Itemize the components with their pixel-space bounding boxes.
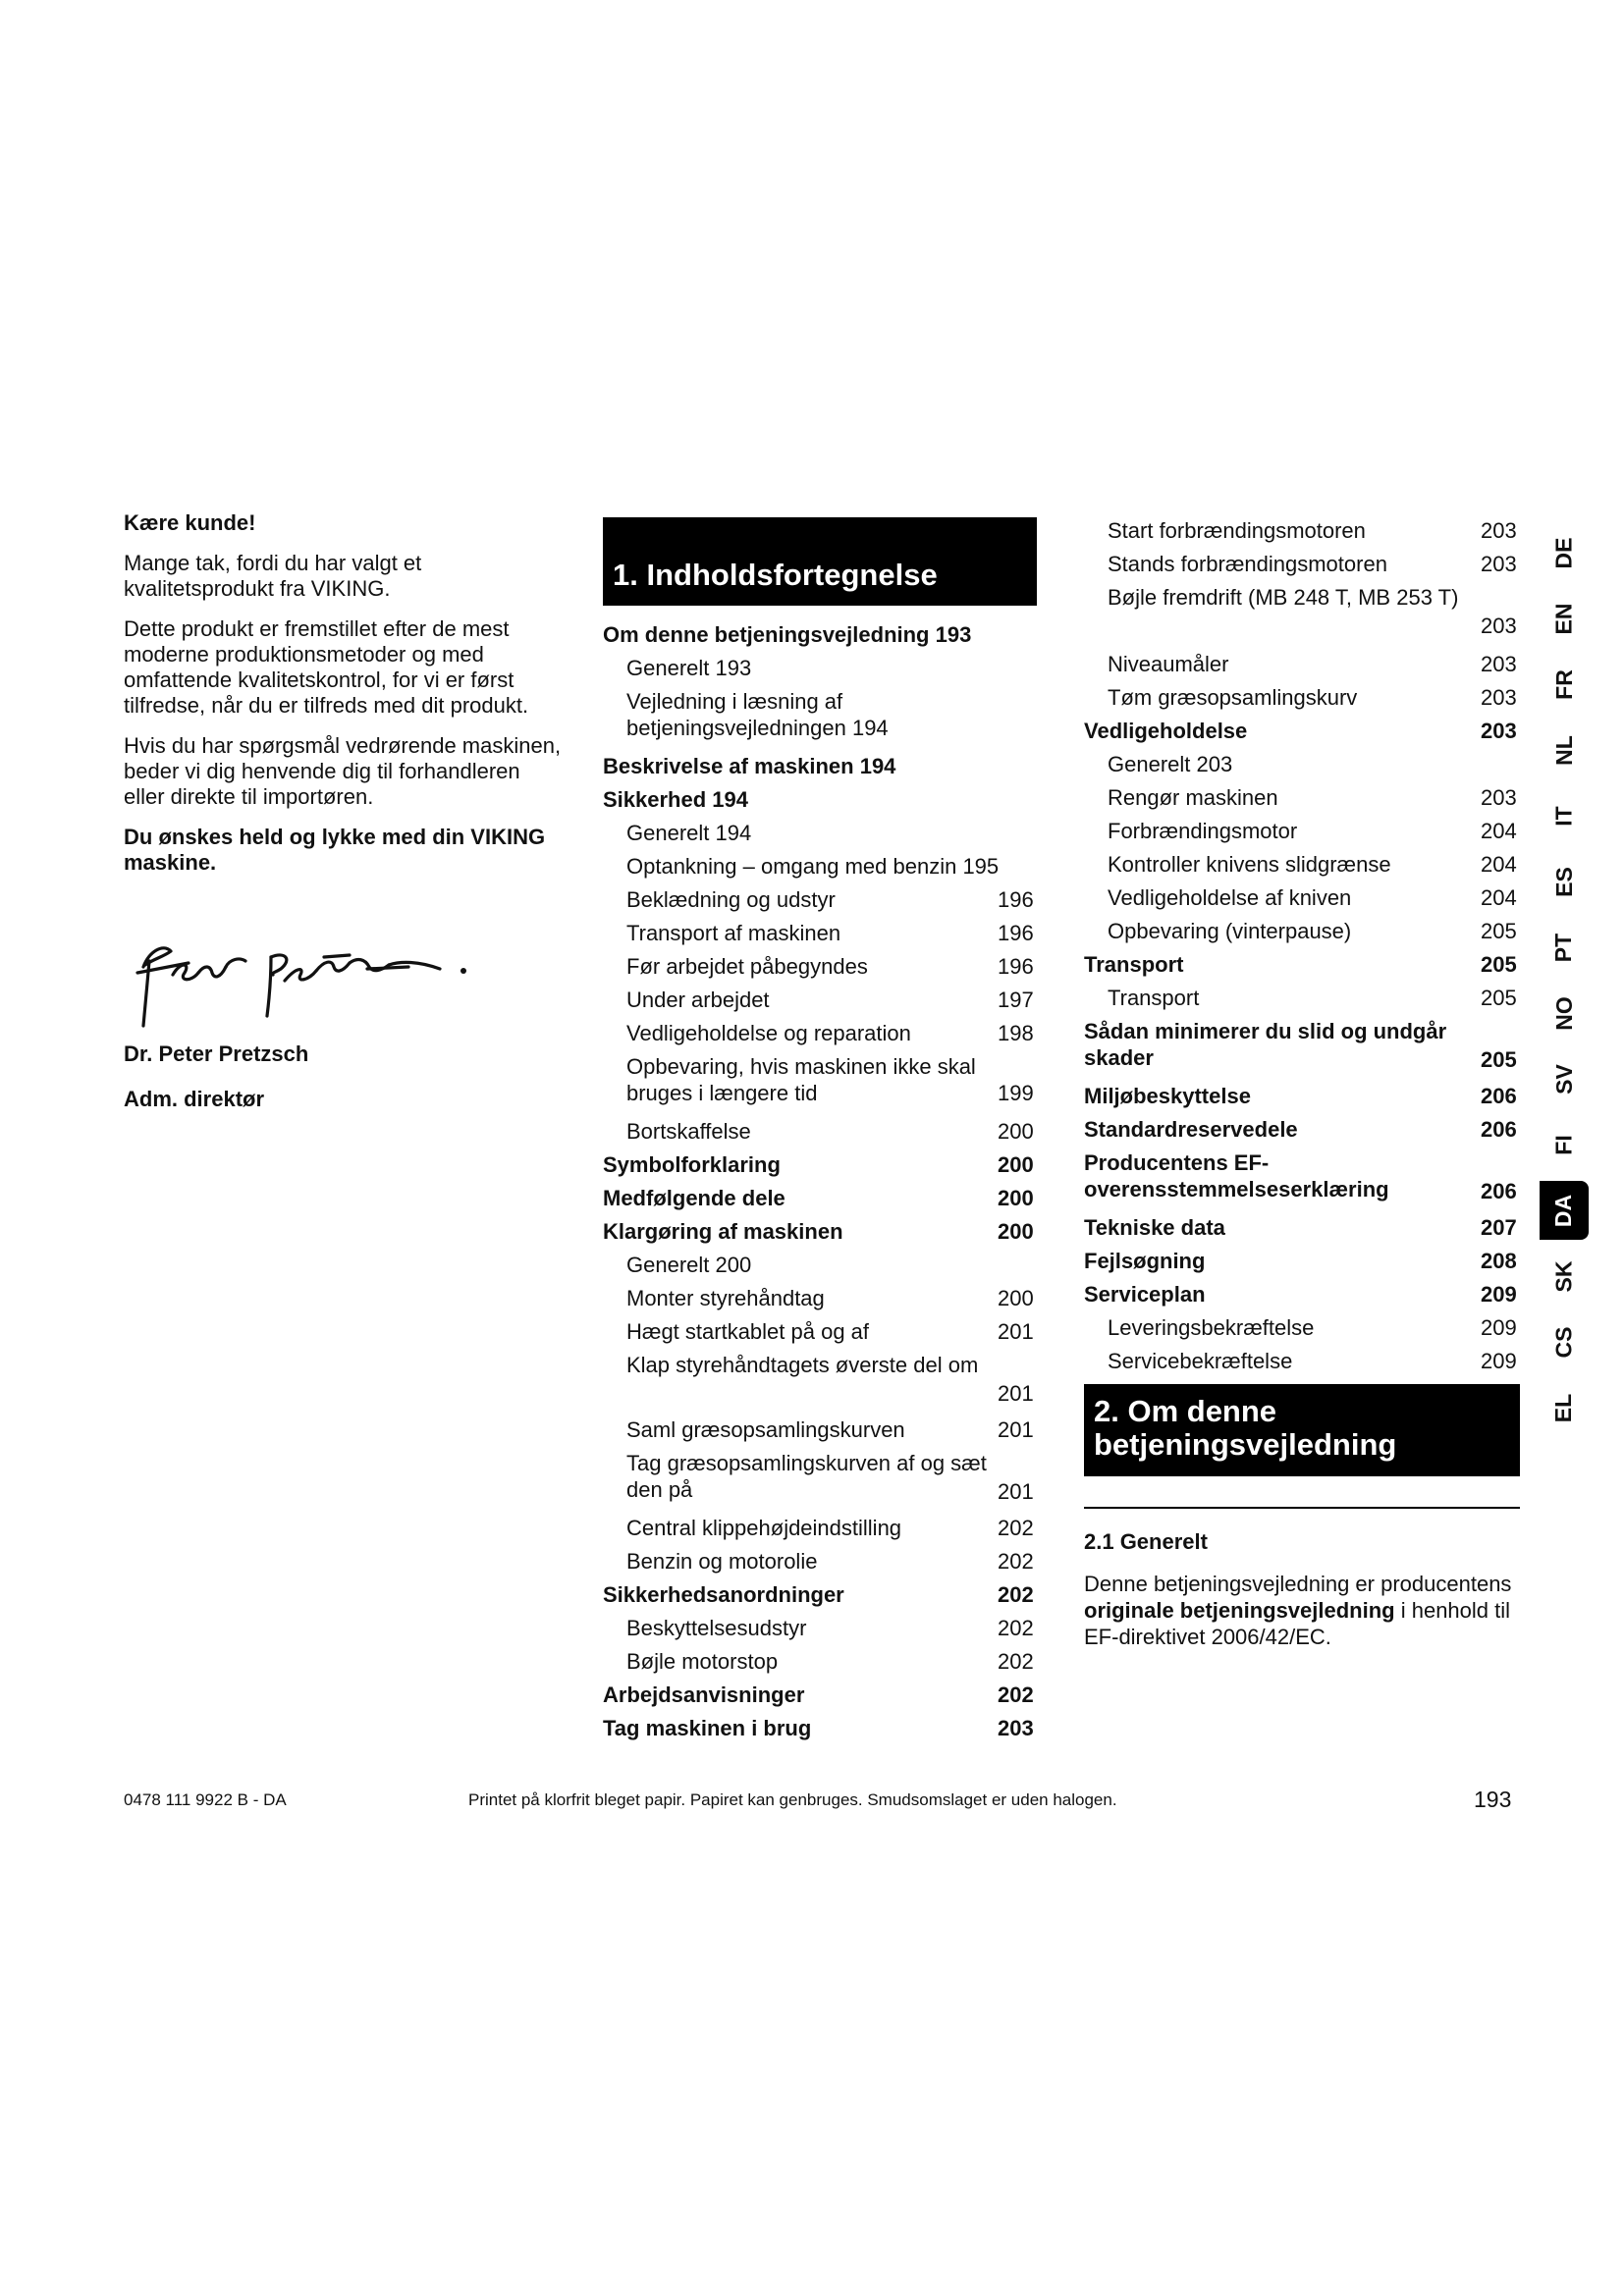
signature-image <box>124 918 566 1036</box>
toc-entry: Arbejdsanvisninger <box>603 1682 805 1707</box>
toc-entry: Optankning – omgang med benzin 195 <box>626 854 1000 879</box>
toc-page-number: 205 <box>1481 952 1517 977</box>
toc-entry: Generelt 194 <box>626 821 752 845</box>
footer-page-number: 193 <box>1474 1787 1512 1812</box>
toc-page-number: 203 <box>1481 719 1517 743</box>
toc-page-number: 209 <box>1481 1349 1517 1373</box>
toc-page-number: 197 <box>998 988 1034 1012</box>
toc-entry: Servicebekræftelse <box>1108 1349 1293 1373</box>
toc-entry: Saml græsopsamlingskurven <box>626 1417 905 1442</box>
toc-page-number: 204 <box>1481 885 1517 910</box>
language-tab-el[interactable] <box>1540 1378 1589 1437</box>
toc-page-number: 202 <box>998 1582 1034 1607</box>
toc-entry: Vedligeholdelse af kniven <box>1108 885 1352 910</box>
language-tab-label: DE <box>1550 537 1577 568</box>
toc-entry: Vedligeholdelse og reparation <box>626 1021 911 1045</box>
toc-page-number: 201 <box>998 1417 1034 1442</box>
toc-page-number: 199 <box>998 1081 1034 1105</box>
toc-page-number: 206 <box>1481 1179 1517 1203</box>
toc-entry: Klap styrehåndtagets øverste del om <box>626 1353 979 1377</box>
toc-page-number: 196 <box>998 954 1034 979</box>
toc-entry: Sådan minimerer du slid og undgår skader <box>1084 1019 1447 1070</box>
toc-entry: Tag maskinen i brug <box>603 1716 812 1740</box>
toc-entry: Generelt 200 <box>626 1253 752 1277</box>
toc-page-number: 205 <box>1481 986 1517 1010</box>
language-tab-en[interactable] <box>1540 589 1589 648</box>
footer-print-note: Printet på klorfrit bleget papir. Papiret kan genbruges. Smudsomslaget er uden halogen. <box>468 1790 1117 1809</box>
toc-entry: Sikkerhed 194 <box>603 787 748 812</box>
toc-entry: Sikkerhedsanordninger <box>603 1582 844 1607</box>
toc-entry: Symbolforklaring <box>603 1152 781 1177</box>
toc-entry: Standardreservedele <box>1084 1117 1298 1142</box>
toc-entry: Vedligeholdelse <box>1084 719 1248 743</box>
language-tab-fi[interactable] <box>1540 1115 1589 1174</box>
toc-entry: Bortskaffelse <box>626 1119 751 1144</box>
toc-entry: Hægt startkablet på og af <box>626 1319 870 1344</box>
toc-entry: Bøjle motorstop <box>626 1649 779 1674</box>
toc-entry: Central klippehøjdeindstilling <box>626 1516 902 1540</box>
toc-page-number: 203 <box>1481 785 1517 810</box>
section2-subheading: 2.1 Generelt <box>1084 1529 1208 1554</box>
section2-heading: 2. Om denne betjeningsvejledning <box>1084 1384 1520 1476</box>
toc-entry: Niveaumåler <box>1108 652 1229 676</box>
toc-page-number: 207 <box>1481 1215 1517 1240</box>
language-tab-label: FI <box>1550 1134 1577 1155</box>
toc-page-number: 202 <box>998 1516 1034 1540</box>
toc-page-number: 202 <box>998 1682 1034 1707</box>
toc-entry: Transport <box>1108 986 1200 1010</box>
toc-entry: Beskrivelse af maskinen 194 <box>603 754 896 778</box>
section2-body-a: Denne betjeningsvejledning er producentens <box>1084 1572 1512 1596</box>
toc-entry: Benzin og motorolie <box>626 1549 818 1574</box>
toc-page-number: 196 <box>998 887 1034 912</box>
intro-paragraph-1: Mange tak, fordi du har valgt et kvalitetsprodukt fra VIKING. <box>124 551 422 601</box>
toc-entry: Om denne betjeningsvejledning 193 <box>603 622 972 647</box>
toc-page-number: 204 <box>1481 852 1517 877</box>
toc-page-number: 200 <box>998 1219 1034 1244</box>
toc-entry: Bøjle fremdrift (MB 248 T, MB 253 T) <box>1108 585 1459 610</box>
language-tab-label: PT <box>1550 933 1577 962</box>
toc-page-number: 198 <box>998 1021 1034 1045</box>
toc-page-number: 203 <box>998 1716 1034 1740</box>
toc-page-number: 209 <box>1481 1315 1517 1340</box>
toc-entry: Stands forbrændingsmotoren <box>1108 552 1387 576</box>
toc-entry: Tekniske data <box>1084 1215 1225 1240</box>
section2-body-c: i henhold til EF-direktivet 2006/42/EC. <box>1084 1598 1511 1649</box>
toc-entry: Vejledning i læsning af betjeningsvejledningen 194 <box>626 689 889 740</box>
language-tab-es[interactable] <box>1540 852 1589 911</box>
toc-entry: Transport af maskinen <box>626 921 841 945</box>
toc-page-number: 200 <box>998 1152 1034 1177</box>
toc-entry: Generelt 193 <box>626 656 752 680</box>
toc-entry: Tøm græsopsamlingskurv <box>1108 685 1358 710</box>
toc-entry: Medfølgende dele <box>603 1186 785 1210</box>
toc-entry: Miljøbeskyttelse <box>1084 1084 1251 1108</box>
language-tab-nl[interactable] <box>1540 721 1589 779</box>
language-tab-sv[interactable] <box>1540 1049 1589 1108</box>
toc-page-number: 203 <box>1481 685 1517 710</box>
toc-entry: Forbrændingsmotor <box>1108 819 1298 843</box>
footer-document-code: 0478 111 9922 B - DA <box>124 1790 287 1809</box>
toc-entry: Transport <box>1084 952 1184 977</box>
language-tab-label: DA <box>1550 1194 1577 1227</box>
toc-page-number: 206 <box>1481 1117 1517 1142</box>
toc-page-number: 202 <box>998 1549 1034 1574</box>
language-tab-fr[interactable] <box>1540 655 1589 714</box>
toc-entry: Beklædning og udstyr <box>626 887 836 912</box>
intro-paragraph-4: Du ønskes held og lykke med din VIKING maskine. <box>124 825 546 875</box>
toc-page-number: 202 <box>998 1649 1034 1674</box>
toc-entry: Start forbrændingsmotoren <box>1108 518 1366 543</box>
toc-entry: Opbevaring, hvis maskinen ikke skal bruges i længere tid <box>626 1054 976 1105</box>
toc-entry: Leveringsbekræftelse <box>1108 1315 1315 1340</box>
intro-letter <box>124 510 566 890</box>
language-tab-label: SK <box>1550 1260 1577 1292</box>
section2-body <box>1084 1571 1520 1650</box>
toc-page-number: 200 <box>998 1286 1034 1310</box>
toc-page-number: 208 <box>1481 1249 1517 1273</box>
toc-entry: Serviceplan <box>1084 1282 1206 1307</box>
language-tab-label: ES <box>1550 866 1577 897</box>
language-tab-label: IT <box>1550 805 1577 827</box>
section-divider <box>1084 1507 1520 1509</box>
toc-page-number: 206 <box>1481 1084 1517 1108</box>
toc-page-number: 201 <box>998 1319 1034 1344</box>
toc-entry: Fejlsøgning <box>1084 1249 1206 1273</box>
greeting: Kære kunde! <box>124 510 256 535</box>
toc-page-number: 203 <box>1481 652 1517 676</box>
language-tab-label: NO <box>1550 995 1577 1031</box>
intro-paragraph-2: Dette produkt er fremstillet efter de mest moderne produktionsmetoder og med omfattende kvalitetskontrol, for vi er først tilfredse, når du er tilfreds med dit produkt. <box>124 616 529 718</box>
signer-name: Dr. Peter Pretzsch <box>124 1041 309 1066</box>
toc-page-number: 205 <box>1481 1047 1517 1072</box>
toc-entry: Kontroller knivens slidgrænse <box>1108 852 1391 877</box>
signer-title: Adm. direktør <box>124 1087 265 1111</box>
section2-body-b: originale betjeningsvejledning <box>1084 1598 1395 1623</box>
toc-entry: Klargøring af maskinen <box>603 1219 843 1244</box>
toc-page-number: 205 <box>1481 919 1517 943</box>
toc-entry: Opbevaring (vinterpause) <box>1108 919 1352 943</box>
toc-page-number: 200 <box>998 1119 1034 1144</box>
toc-entry: Producentens EF-overensstemmelseserklæring <box>1084 1150 1389 1201</box>
toc-entry: Tag græsopsamlingskurven af og sæt den på <box>626 1451 987 1502</box>
toc-page-number: 203 <box>1481 614 1517 638</box>
toc-entry: Beskyttelsesudstyr <box>626 1616 807 1640</box>
toc-heading: 1. Indholdsfortegnelse <box>603 517 1037 606</box>
toc-page-number: 204 <box>1481 819 1517 843</box>
language-tab-it[interactable] <box>1540 786 1589 845</box>
language-tab-de[interactable] <box>1540 523 1589 582</box>
toc-entry: Under arbejdet <box>626 988 770 1012</box>
language-tab-label: EL <box>1550 1393 1577 1422</box>
toc-entry: Monter styrehåndtag <box>626 1286 825 1310</box>
language-tab-label: NL <box>1550 734 1577 766</box>
language-tab-label: CS <box>1550 1326 1577 1358</box>
intro-paragraph-3: Hvis du har spørgsmål vedrørende maskinen, beder vi dig henvende dig til forhandleren eller direkte til importøren. <box>124 733 562 809</box>
toc-page-number: 201 <box>998 1479 1034 1504</box>
toc-page-number: 200 <box>998 1186 1034 1210</box>
toc-entry: Før arbejdet påbegyndes <box>626 954 868 979</box>
toc-page-number: 203 <box>1481 518 1517 543</box>
toc-page-number: 196 <box>998 921 1034 945</box>
language-tab-da[interactable] <box>1540 1181 1589 1240</box>
toc-page-number: 202 <box>998 1616 1034 1640</box>
toc-page-number: 201 <box>998 1381 1034 1406</box>
language-tab-no[interactable] <box>1540 984 1589 1042</box>
toc-entry: Rengør maskinen <box>1108 785 1278 810</box>
language-tab-label: SV <box>1550 1063 1577 1095</box>
language-tab-label: FR <box>1550 668 1577 700</box>
language-tab-cs[interactable] <box>1540 1312 1589 1371</box>
toc-entry: Generelt 203 <box>1108 752 1233 776</box>
toc-page-number: 203 <box>1481 552 1517 576</box>
language-tab-label: EN <box>1550 603 1577 634</box>
language-tab-pt[interactable] <box>1540 918 1589 977</box>
language-tab-sk[interactable] <box>1540 1247 1589 1306</box>
toc-page-number: 209 <box>1481 1282 1517 1307</box>
